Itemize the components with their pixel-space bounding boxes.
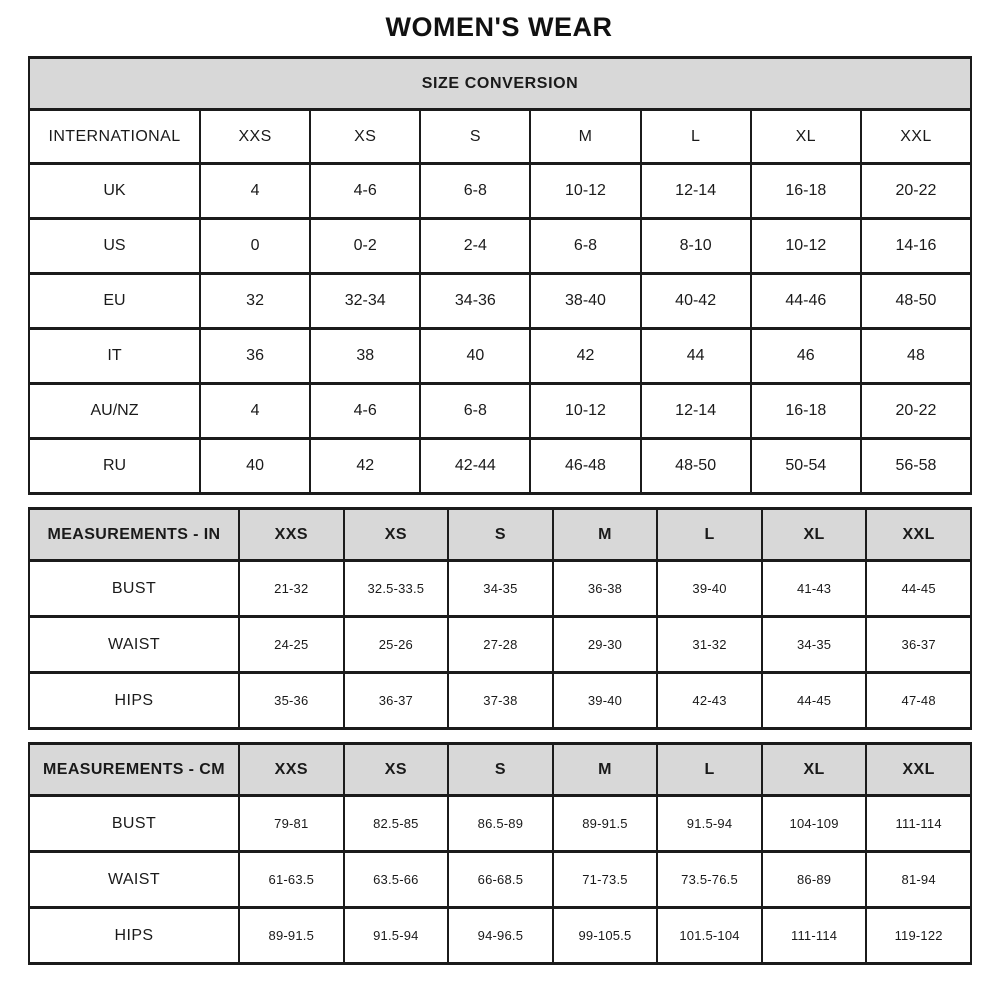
value-cell: 47-48 [866,673,971,729]
value-cell: 14-16 [861,219,971,274]
value-cell: 36-37 [866,617,971,673]
row-label: UK [29,164,200,219]
value-cell: 6-8 [530,219,640,274]
table-header-row [29,509,971,561]
value-cell: 44-46 [751,274,861,329]
row-label: IT [29,329,200,384]
value-cell: 39-40 [553,673,658,729]
value-cell: 89-91.5 [239,908,344,964]
value-cell: 46 [751,329,861,384]
row-label-header: INTERNATIONAL [29,110,200,164]
row-label: BUST [29,796,239,852]
value-cell: 2-4 [420,219,530,274]
value-cell: 0-2 [310,219,420,274]
value-cell: 89-91.5 [553,796,658,852]
size-header: XXS [239,509,344,561]
size-header: M [553,509,658,561]
table-header-row [29,110,971,164]
value-cell: 44-45 [762,673,867,729]
value-cell: 61-63.5 [239,852,344,908]
size-header: XL [762,744,867,796]
value-cell: 32 [200,274,310,329]
size-header: XS [344,509,449,561]
value-cell: 36-37 [344,673,449,729]
size-header: XXS [200,110,310,164]
value-cell: 4-6 [310,384,420,439]
row-label: HIPS [29,908,239,964]
table-title: MEASUREMENTS - CM [29,744,239,796]
table-row [29,439,971,494]
value-cell: 48-50 [641,439,751,494]
value-cell: 6-8 [420,164,530,219]
value-cell: 50-54 [751,439,861,494]
value-cell: 81-94 [866,852,971,908]
value-cell: 104-109 [762,796,867,852]
value-cell: 8-10 [641,219,751,274]
value-cell: 4-6 [310,164,420,219]
size-header: S [420,110,530,164]
value-cell: 82.5-85 [344,796,449,852]
value-cell: 10-12 [751,219,861,274]
value-cell: 10-12 [530,164,640,219]
table-row [29,219,971,274]
value-cell: 16-18 [751,164,861,219]
value-cell: 35-36 [239,673,344,729]
value-cell: 119-122 [866,908,971,964]
value-cell: 101.5-104 [657,908,762,964]
value-cell: 86-89 [762,852,867,908]
value-cell: 38-40 [530,274,640,329]
table-row [29,617,971,673]
size-header: M [553,744,658,796]
value-cell: 38 [310,329,420,384]
table-row [29,274,971,329]
table-banner-row [29,58,971,110]
value-cell: 36-38 [553,561,658,617]
value-cell: 63.5-66 [344,852,449,908]
value-cell: 32-34 [310,274,420,329]
value-cell: 73.5-76.5 [657,852,762,908]
value-cell: 12-14 [641,164,751,219]
value-cell: 10-12 [530,384,640,439]
value-cell: 6-8 [420,384,530,439]
value-cell: 12-14 [641,384,751,439]
value-cell: 40-42 [641,274,751,329]
page-title: WOMEN'S WEAR [385,12,613,42]
table-row [29,796,971,852]
measurements-in-table [28,507,972,730]
size-conversion-table [28,56,972,495]
value-cell: 86.5-89 [448,796,553,852]
size-header: XXS [239,744,344,796]
value-cell: 32.5-33.5 [344,561,449,617]
row-label: BUST [29,561,239,617]
table-title: SIZE CONVERSION [29,58,971,110]
size-header: L [641,110,751,164]
value-cell: 34-35 [762,617,867,673]
value-cell: 46-48 [530,439,640,494]
size-header: XS [344,744,449,796]
row-label: US [29,219,200,274]
table-row [29,908,971,964]
value-cell: 40 [420,329,530,384]
size-header: S [448,744,553,796]
value-cell: 21-32 [239,561,344,617]
value-cell: 91.5-94 [344,908,449,964]
row-label: WAIST [29,617,239,673]
value-cell: 29-30 [553,617,658,673]
value-cell: 37-38 [448,673,553,729]
value-cell: 4 [200,164,310,219]
value-cell: 42-43 [657,673,762,729]
value-cell: 41-43 [762,561,867,617]
value-cell: 39-40 [657,561,762,617]
size-header: XL [751,110,861,164]
size-header: XXL [866,509,971,561]
value-cell: 99-105.5 [553,908,658,964]
row-label: WAIST [29,852,239,908]
size-header: L [657,509,762,561]
value-cell: 34-35 [448,561,553,617]
value-cell: 44-45 [866,561,971,617]
value-cell: 20-22 [861,384,971,439]
value-cell: 42 [310,439,420,494]
row-label: AU/NZ [29,384,200,439]
row-label: RU [29,439,200,494]
table-row [29,561,971,617]
row-label: HIPS [29,673,239,729]
size-header: L [657,744,762,796]
table-row [29,852,971,908]
value-cell: 20-22 [861,164,971,219]
value-cell: 34-36 [420,274,530,329]
table-row [29,673,971,729]
value-cell: 48 [861,329,971,384]
value-cell: 48-50 [861,274,971,329]
size-header: XL [762,509,867,561]
value-cell: 24-25 [239,617,344,673]
measurements-cm-table [28,742,972,965]
value-cell: 71-73.5 [553,852,658,908]
table-row [29,329,971,384]
value-cell: 94-96.5 [448,908,553,964]
row-label: EU [29,274,200,329]
size-header: XXL [866,744,971,796]
value-cell: 44 [641,329,751,384]
value-cell: 40 [200,439,310,494]
table-title: MEASUREMENTS - IN [29,509,239,561]
table-header-row [29,744,971,796]
value-cell: 42 [530,329,640,384]
size-header: S [448,509,553,561]
table-row [29,384,971,439]
value-cell: 91.5-94 [657,796,762,852]
value-cell: 31-32 [657,617,762,673]
size-header: XXL [861,110,971,164]
value-cell: 111-114 [866,796,971,852]
size-header: XS [310,110,420,164]
value-cell: 111-114 [762,908,867,964]
value-cell: 4 [200,384,310,439]
size-header: M [530,110,640,164]
value-cell: 27-28 [448,617,553,673]
value-cell: 0 [200,219,310,274]
table-row [29,164,971,219]
value-cell: 16-18 [751,384,861,439]
value-cell: 79-81 [239,796,344,852]
value-cell: 36 [200,329,310,384]
value-cell: 56-58 [861,439,971,494]
value-cell: 66-68.5 [448,852,553,908]
value-cell: 25-26 [344,617,449,673]
value-cell: 42-44 [420,439,530,494]
